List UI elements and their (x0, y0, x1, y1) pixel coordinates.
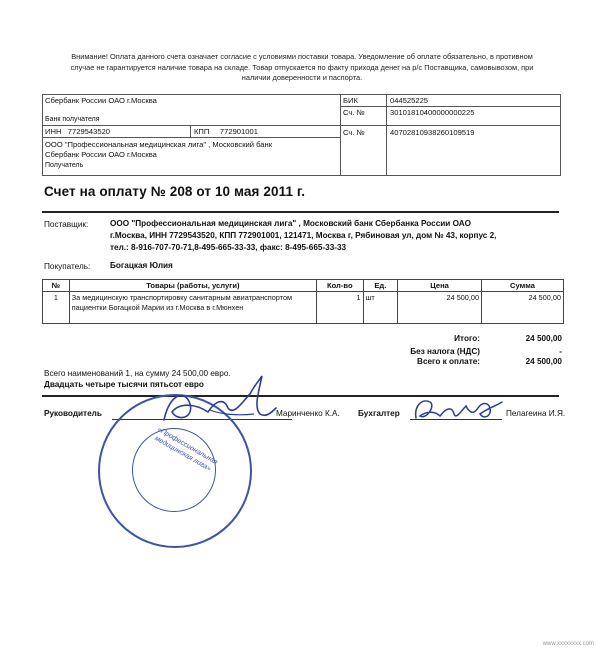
bank-details-table (42, 94, 561, 176)
inn-label: ИНН 7729543520 (45, 127, 111, 136)
corr-value: 30101810400000000225 (390, 108, 475, 117)
items-header-row (43, 280, 564, 292)
amount-in-words: Двадцать четыре тысячи пятьсот евро (44, 380, 204, 389)
col-header-price: Цена (398, 280, 482, 292)
supplier-label: Поставщик: (44, 220, 89, 229)
bik-label: БИК (343, 96, 358, 105)
stamp-text: «Профессиональная медицинская лига» (153, 426, 219, 473)
title-divider (42, 211, 559, 213)
account-label: Сч. № (343, 128, 365, 137)
recipient-caption: Получатель (45, 162, 84, 169)
accountant-signature (410, 392, 506, 428)
kpp-label: КПП 772901001 (194, 127, 258, 136)
col-header-num: № (43, 280, 70, 292)
head-signature (150, 372, 280, 432)
items-table (42, 279, 564, 324)
recipient-line1: ООО "Профессиональная медицинская лига" , Московский банк (45, 140, 273, 149)
inn-value: 7729543520 (67, 127, 111, 136)
table-row (43, 292, 564, 324)
row-qty: 1 (317, 292, 363, 324)
col-header-sum: Сумма (482, 280, 564, 292)
col-header-goods: Товары (работы, услуги) (69, 280, 316, 292)
due-label: Всего к оплате: (417, 357, 480, 366)
summary-line: Всего наименований 1, на сумму 24 500,00 евро. (44, 369, 231, 378)
due-value: 24 500,00 (525, 357, 562, 366)
vat-value: - (559, 347, 562, 356)
head-name: Маринченко К.А. (276, 409, 340, 418)
supplier-line3: тел.: 8-916-707-70-71,8-495-665-33-33, факс: 8-495-665-33-33 (110, 243, 347, 252)
total-label: Итого: (454, 334, 480, 343)
row-sum: 24 500,00 (482, 292, 564, 324)
recipient-line2: Сбербанк России ОАО г.Москва (45, 150, 157, 159)
col-header-qty: Кол-во (317, 280, 363, 292)
total-value: 24 500,00 (525, 334, 562, 343)
invoice-title: Счет на оплату № 208 от 10 мая 2011 г. (44, 184, 306, 199)
bik-value: 044525225 (390, 96, 429, 105)
head-label: Руководитель (44, 409, 102, 418)
bank-caption: Банк получателя (45, 116, 100, 123)
corr-label: Сч. № (343, 108, 365, 117)
row-num: 1 (43, 292, 70, 324)
col-header-unit: Ед. (363, 280, 398, 292)
vat-label: Без налога (НДС) (410, 347, 480, 356)
buyer-name: Богацкая Юлия (110, 261, 173, 270)
watermark: www.xxxxxxxx.com (542, 641, 594, 647)
supplier-line1: ООО "Профессиональная медицинская лига" , Московский банк Сбербанка России ОАО (110, 219, 471, 228)
account-value: 40702810938260109519 (390, 128, 475, 137)
row-desc: За медицинскую транспортировку санитарным авиатранспортом пациентки Богацкой Марии из г.Москва в г.Мюнхен (69, 292, 316, 324)
kpp-value: 772901001 (219, 127, 258, 136)
row-price: 24 500,00 (398, 292, 482, 324)
buyer-label: Покупатель: (44, 262, 91, 271)
bank-name: Сбербанк России ОАО г.Москва (45, 96, 157, 105)
row-unit: шт (363, 292, 398, 324)
supplier-line2: г.Москва, ИНН 7729543520, КПП 772901001, 121471, Москва г, Рябиновая ул, дом № 43, корпус 2, (110, 231, 497, 240)
accountant-label: Бухгалтер (358, 409, 400, 418)
payment-notice: Внимание! Оплата данного счета означает согласие с условиями поставки товара. Уведомление об оплате обязательно, в противном случае не гарантируется наличие товара на складе. Товар отпускается по факту прихода денег на р/с Поставщика, самовывозом, при наличии доверенности и паспорта. (70, 52, 534, 82)
accountant-name: Пелагеина И.Я. (506, 409, 566, 418)
